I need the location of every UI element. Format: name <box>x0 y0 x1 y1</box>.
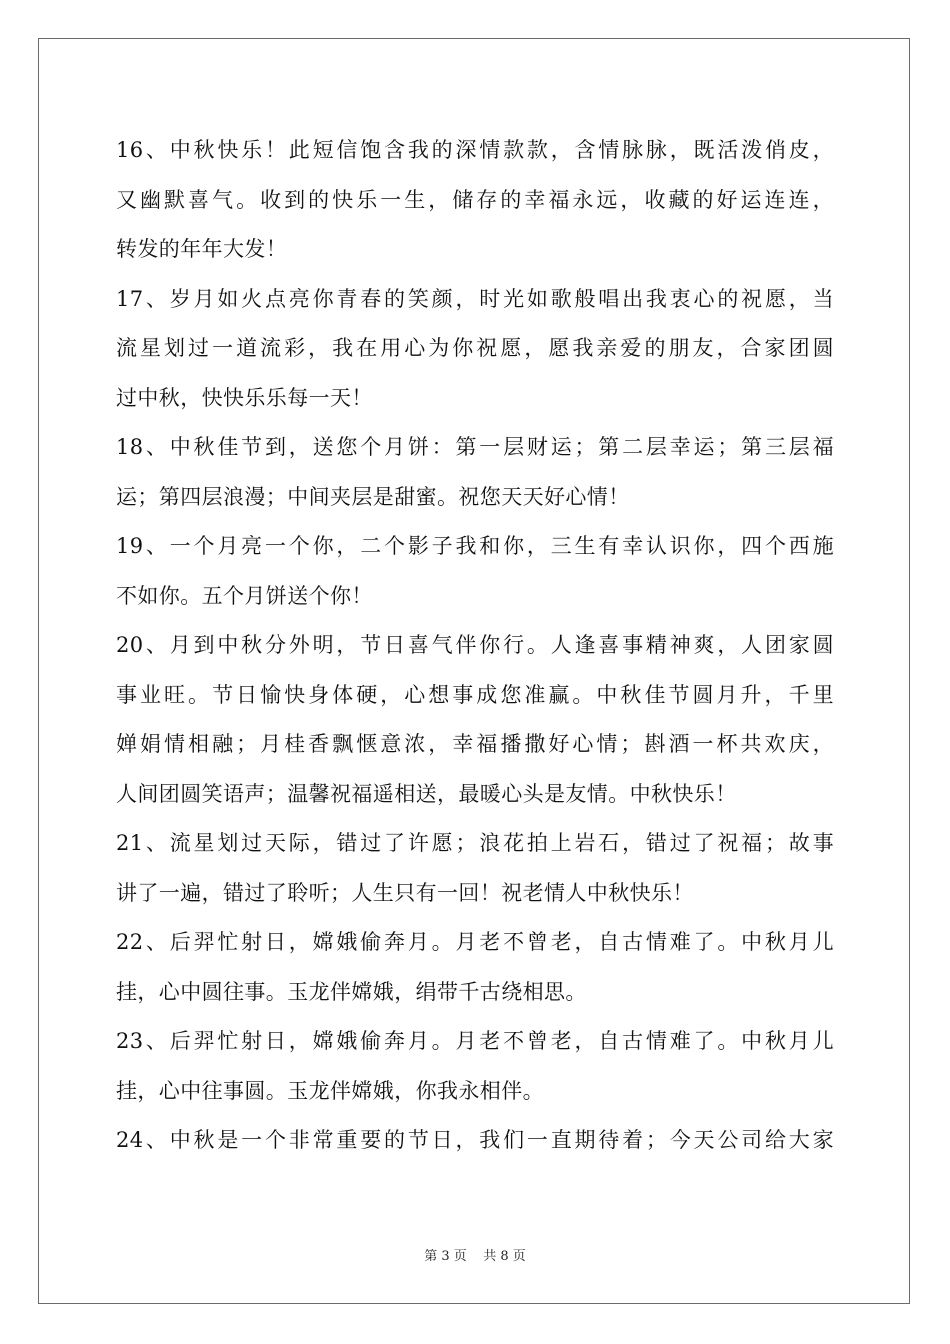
page-footer <box>0 1245 950 1264</box>
text-line: 20、月到中秋分外明，节日喜气伴你行。人逢喜事精神爽，人团家圆 <box>116 633 834 657</box>
text-line: 23、后羿忙射日，嫦娥偷奔月。月老不曾老，自古情难了。中秋月儿 <box>116 1029 834 1053</box>
text-line: 挂，心中圆往事。玉龙伴嫦娥，绢带千古绕相思。 <box>116 979 587 1004</box>
text-line: 18、中秋佳节到，送您个月饼：第一层财运；第二层幸运；第三层福 <box>116 435 834 459</box>
document-body <box>116 126 834 1166</box>
text-line: 24、中秋是一个非常重要的节日，我们一直期待着；今天公司给大家 <box>116 1128 834 1152</box>
text-line: 17、岁月如火点亮你青春的笑颜，时光如歌般唱出我衷心的祝愿，当 <box>116 286 834 311</box>
text-line: 讲了一遍，错过了聆听；人生只有一回！祝老情人中秋快乐！ <box>116 880 694 905</box>
text-line: 21、流星划过天际，错过了许愿；浪花拍上岩石，错过了祝福；故事 <box>116 831 834 855</box>
text-line: 转发的年年大发！ <box>116 237 288 261</box>
text-line: 不如你。五个月饼送个你！ <box>116 583 373 608</box>
text-line: 流星划过一道流彩，我在用心为你祝愿，愿我亲爱的朋友，合家团圆 <box>116 336 834 360</box>
text-line: 运；第四层浪漫；中间夹层是甜蜜。祝您天天好心情！ <box>116 484 630 509</box>
text-line: 事业旺。节日愉快身体硬，心想事成您准赢。中秋佳节圆月升，千里 <box>116 682 834 707</box>
text-line: 挂，心中往事圆。玉龙伴嫦娥，你我永相伴。 <box>116 1078 544 1103</box>
text-line: 19、一个月亮一个你，二个影子我和你，三生有幸认识你，四个西施 <box>116 534 834 558</box>
text-line: 过中秋，快快乐乐每一天！ <box>116 385 373 410</box>
text-line: 人间团圆笑语声；温馨祝福遥相送，最暖心头是友情。中秋快乐！ <box>116 781 737 806</box>
page-number-label: 第 3 页 共 8 页 <box>424 1249 526 1264</box>
text-line: 16、中秋快乐！此短信饱含我的深情款款，含情脉脉，既活泼俏皮， <box>116 138 834 162</box>
text-line: 婵娟情相融；月桂香飘惬意浓，幸福播撒好心情；斟酒一杯共欢庆， <box>116 732 834 756</box>
text-line: 又幽默喜气。收到的快乐一生，储存的幸福永远，收藏的好运连连， <box>116 187 834 212</box>
text-line: 22、后羿忙射日，嫦娥偷奔月。月老不曾老，自古情难了。中秋月儿 <box>116 930 834 954</box>
